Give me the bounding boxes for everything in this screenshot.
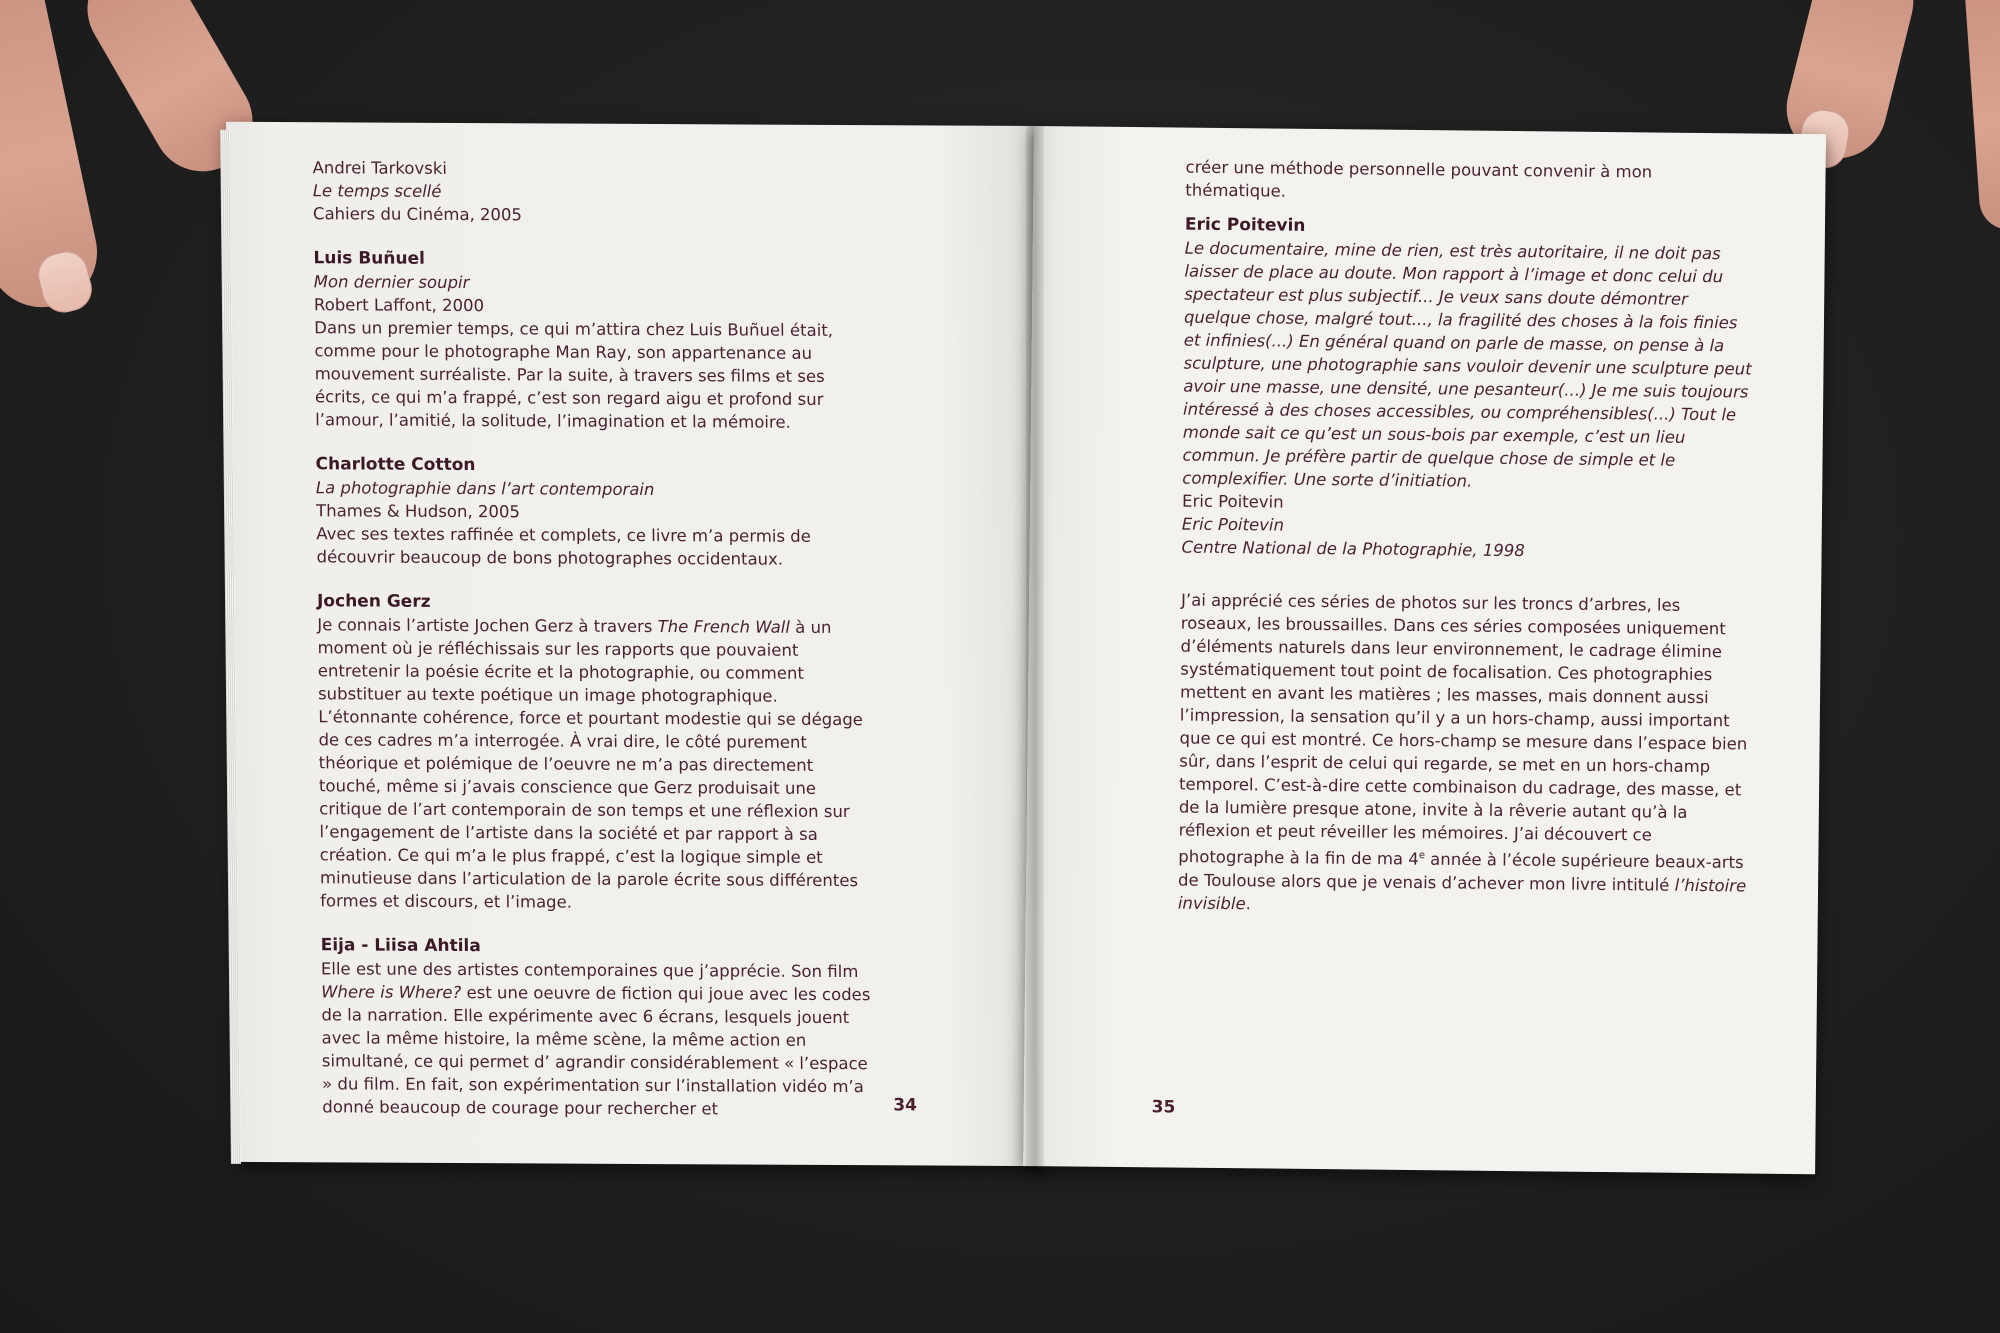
entry-book-title: Eric Poitevin xyxy=(1181,514,1285,535)
right-page xyxy=(1023,126,1826,1174)
text-part: est une oeuvre de fiction qui joue avec les codes de la narration. Elle expérimente avec 6 écrans, lesquels jouent avec la même histoire, la même scène, la même action en simultané, ce qui permet d’ agrandir considérablement « l’espace » du film. En fait, son expérimentation sur l’installation vidéo m’a donné beaucoup de courage pour rechercher et xyxy=(321,983,871,1119)
quote-attribution: Eric Poitevin xyxy=(1181,491,1284,512)
entry-ahtila xyxy=(321,934,883,1121)
entry-heading: Eric Poitevin xyxy=(1184,214,1306,236)
work-title: Where is Where? xyxy=(321,982,462,1003)
left-page xyxy=(226,122,1045,1166)
poitevin-commentary xyxy=(1178,589,1751,920)
entry-text xyxy=(321,957,883,1121)
entry-publisher: Centre National de la Photographie, 1998 xyxy=(1181,537,1525,561)
text-part: . xyxy=(1245,893,1252,913)
entry-heading: Jochen Gerz xyxy=(316,591,431,612)
left-page-text xyxy=(312,156,882,1143)
entry-heading: Eija - Liisa Ahtila xyxy=(320,935,481,957)
page-number: 35 xyxy=(1151,1097,1176,1118)
work-title: The French Wall xyxy=(657,617,791,637)
entry-publisher: Robert Laffont, 2000 xyxy=(313,295,485,316)
right-page-text xyxy=(1178,156,1756,942)
text-part: à un moment où je réfléchissais sur les rapports que pouvaient entretenir la poésie écrite et la photographie, ou comment substituer au texte poétique un image photographique. L’étonnante cohérence, force et pourtant modestie qui se dégage de ces cadres m’a interrogée. À vrai dire, le côté purement théorique et polémique de l’oeuvre ne m’a pas directement touché, même si j’avais conscience que Gerz produisait une critique de l’art contemporain de son temps et une réflexion sur l’engagement de l’artiste dans la société et par rapport à sa création. Ce qui m’a le plus frappé, c’est la logique simple et minutieuse dans l’articulation de la parole écrite sous différentes formes et discours, et l’image. xyxy=(317,617,864,912)
text-part: J’ai apprécié ces séries de photos sur les troncs d’arbres, les roseaux, les broussailles. Dans ces séries composées uniquement d’éléments naturels dans leur environnement, le cadrage élimine systématiquement tout point de focalisation. Ces photographies mettent en avant les matières ; les masses, mais donnent aussi l’impression, la sensation qu’il y a un hors-champ, aussi important que ce qui est montré. Ce hors-champ se mesure dans l’espace bien sûr, dans l’esprit de celui qui regarde, se met en un hors-champ temporel. C’est-à-dire cette combinaison du cadrage, des masse, et de la lumière presque atone, invite à la rêverie autant qu’à la réflexion et peut réveiller les mémoires. J’ai découvert ce photographe à la fin de ma 4 xyxy=(1178,590,1748,869)
page-number: 34 xyxy=(893,1095,918,1116)
work-title: l’histoire invisible xyxy=(1177,875,1747,913)
entry-book-title: La photographie dans l’art contemporain xyxy=(315,478,655,500)
text-part: Elle est une des artistes contemporaines que j’apprécie. Son film xyxy=(320,959,859,982)
text-part: année à l’école supérieure beaux-arts de Toulouse alors que je venais d’achever mon livre intitulé xyxy=(1178,849,1744,895)
intro-title: Le temps scellé xyxy=(312,181,442,201)
entry-text xyxy=(1178,589,1751,920)
entry-publisher: Thames & Hudson, 2005 xyxy=(316,501,520,522)
book-gutter xyxy=(1026,126,1044,1171)
entry-poitevin xyxy=(1181,214,1755,565)
entry-text: Dans un premier temps, ce qui m’attira chez Luis Buñuel était, comme pour le photographe Man Ray, son appartenance au mouvement surréaliste. Par la suite, à travers ses films et ses écrits, ce qui m’a frappé, c’est son regard aigu et profond sur l’amour, l’amitié, la solitude, l’imagination et la mémoire. xyxy=(314,318,834,432)
superscript: e xyxy=(1418,850,1426,862)
intro-publisher: Cahiers du Cinéma, 2005 xyxy=(312,204,523,225)
continuation xyxy=(1185,156,1755,208)
intro-reference xyxy=(312,156,873,228)
entry-text: Avec ses textes raffinée et complets, ce livre m’a permis de découvrir beaucoup de bons photographes occidentaux. xyxy=(316,524,811,569)
entry-quote: Le documentaire, mine de rien, est très autoritaire, il ne doit pas laisser de place au doute. Mon rapport à l’image et donc celui du spectateur est plus subjectif... Je veux sans doute démontrer quelque chose, malgré tout..., la fragilité des choses à la fois finies et infinies(...) En général quand on parle de masse, on pense à la sculpture, une photographie sans vouloir devenir une sculpture peut avoir une masse, une densité, une pesanteur(...) Je me suis toujours intéressé à des choses accessibles, ou compréhensibles(...) Tout le monde sait ce qu’est un sous-bois par exemple, c’est un lieu commun. Je préfère partir de quelque chose de simple et le complexifier. Une sorte d’initiation. xyxy=(1182,238,1752,491)
entry-text xyxy=(317,613,880,915)
text-part: Je connais l’artiste Jochen Gerz à travers xyxy=(317,615,658,637)
entry-heading: Charlotte Cotton xyxy=(315,454,476,476)
open-booklet xyxy=(226,126,1836,1166)
entry-bunuel xyxy=(313,247,875,434)
entry-book-title: Mon dernier soupir xyxy=(313,272,470,293)
entry-gerz xyxy=(317,590,880,915)
continuation-text: créer une méthode personnelle pouvant convenir à mon thématique. xyxy=(1185,157,1653,201)
intro-author: Andrei Tarkovski xyxy=(312,158,448,178)
entry-cotton xyxy=(316,453,877,571)
entry-heading: Luis Buñuel xyxy=(313,248,425,269)
